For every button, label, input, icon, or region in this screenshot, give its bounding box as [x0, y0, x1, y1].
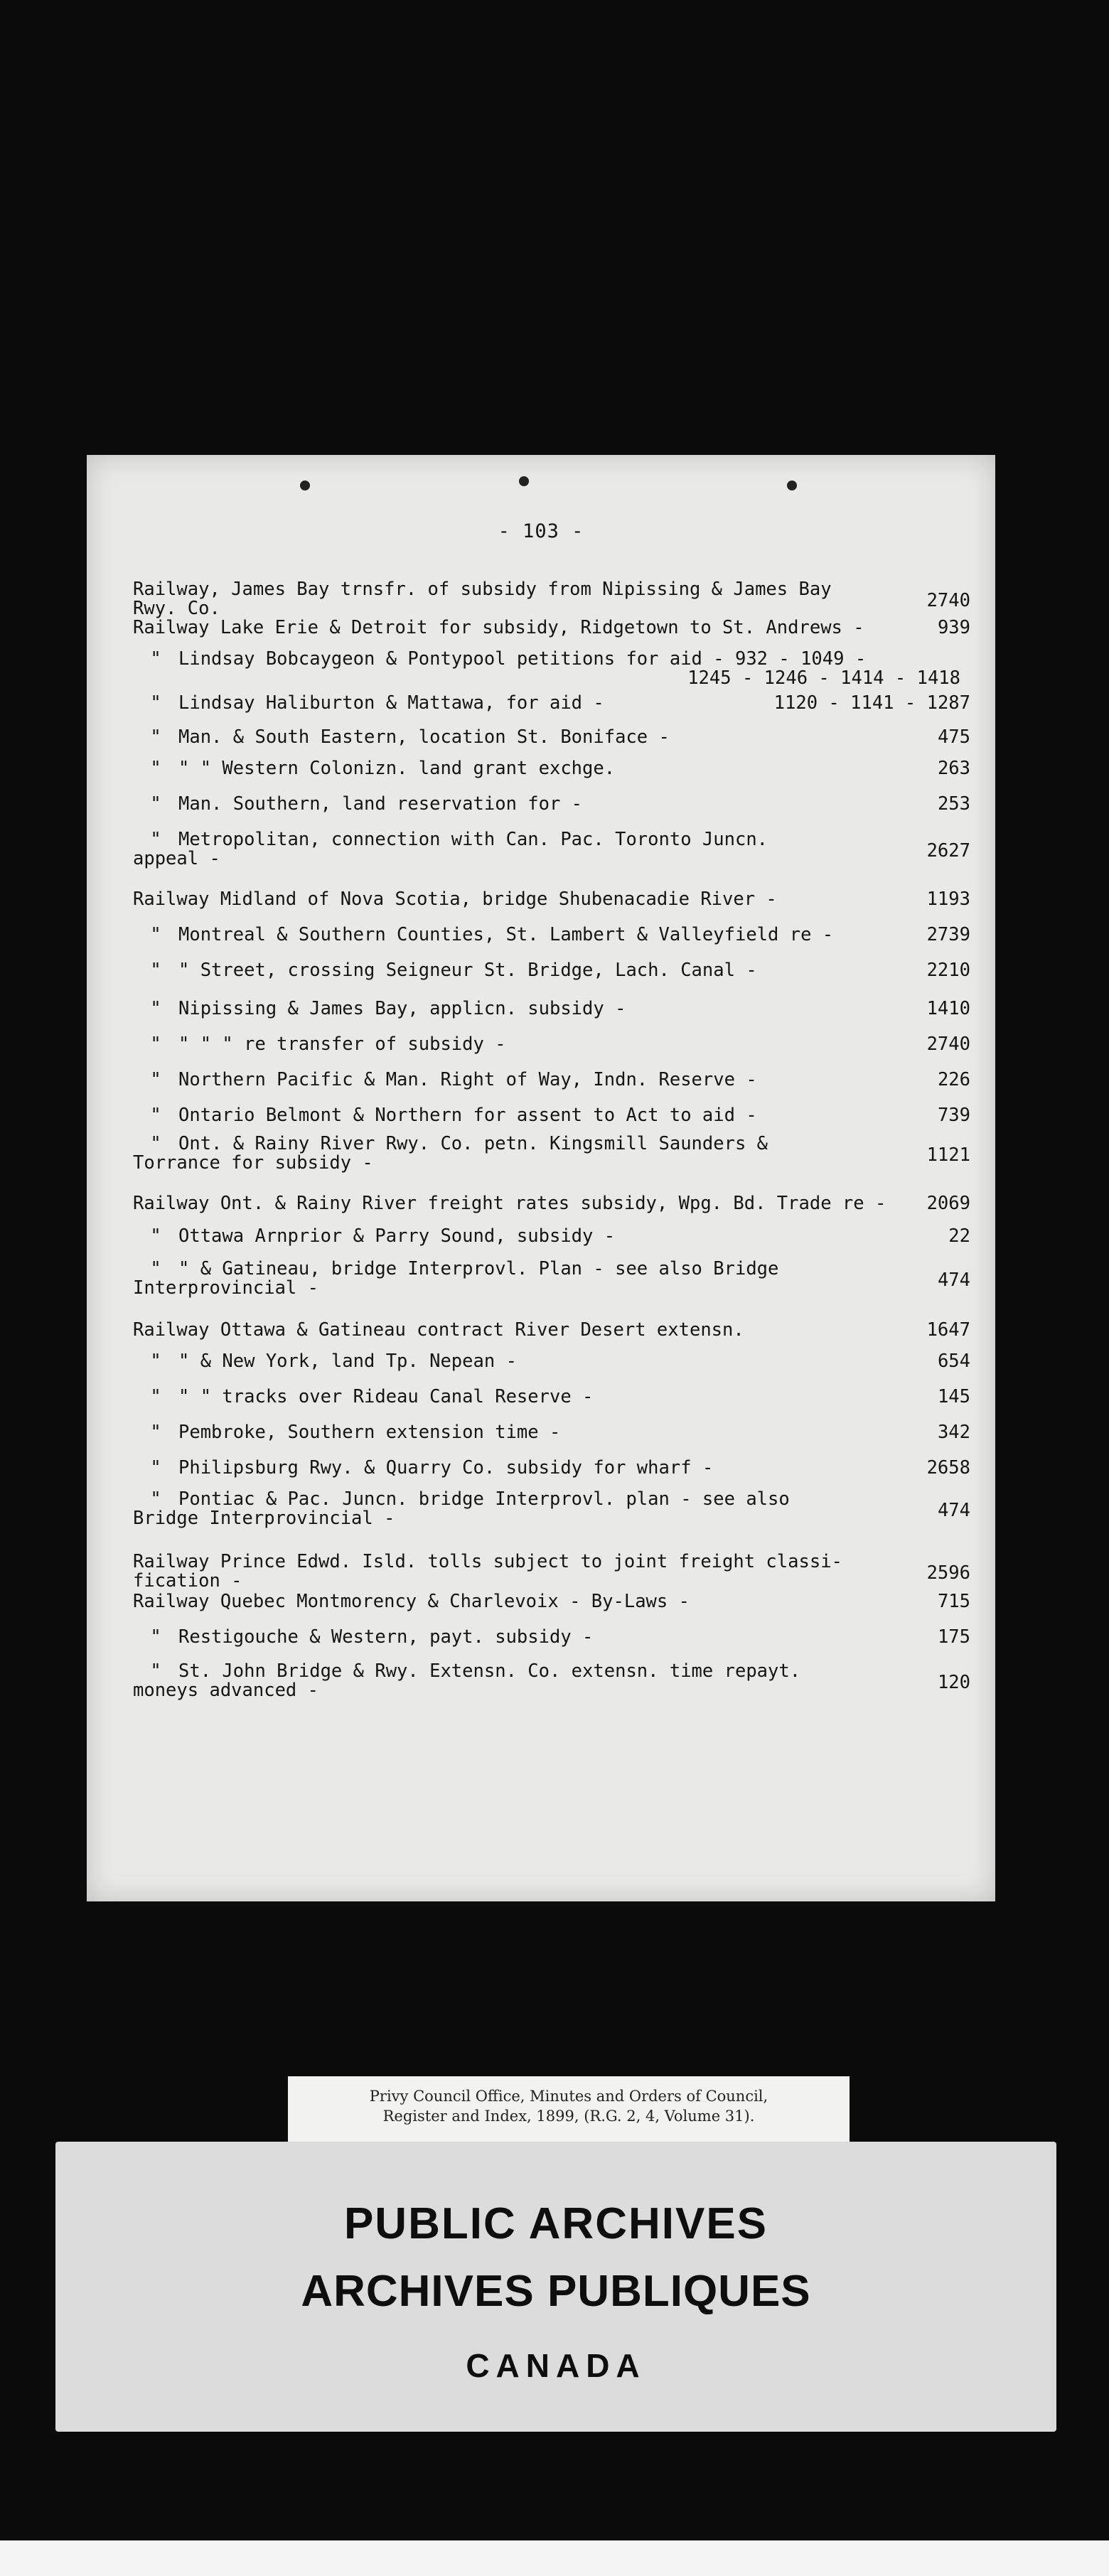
entry-text: Ontario Belmont & Northern for assent to Act to aid -: [178, 1105, 757, 1126]
ditto-mark: ": [150, 1422, 161, 1443]
entry-line: [133, 890, 970, 909]
entry-continuation: fication -: [133, 1570, 242, 1592]
ditto-mark: ": [150, 829, 161, 850]
entry-reference-number: 1121: [926, 1144, 970, 1166]
bottom-strip: [0, 2540, 1109, 2576]
archives-line-3: CANADA: [466, 2347, 646, 2384]
entry-text: Pembroke, Southern extension time -: [178, 1422, 561, 1443]
index-entry: [133, 728, 970, 747]
entry-reference-number: 654: [937, 1351, 970, 1372]
entry-text: Northern Pacific & Man. Right of Way, Indn. Reserve -: [178, 1069, 757, 1090]
entry-reference-number: 475: [937, 726, 970, 748]
entry-line: [133, 1628, 970, 1647]
index-entry: [133, 830, 970, 869]
entry-reference-number: 2739: [926, 924, 970, 945]
entry-reference-number: 145: [937, 1386, 970, 1407]
entry-text: Restigouche & Western, payt. subsidy -: [178, 1626, 594, 1648]
entry-reference-number: 263: [937, 758, 970, 779]
ditto-mark: ": [150, 1457, 161, 1478]
entry-line: [133, 999, 970, 1019]
index-entry: [133, 1423, 970, 1442]
entry-text: Railway Prince Edwd. Isld. tolls subject to joint freight classi-: [133, 1551, 842, 1572]
ditto-mark: ": [150, 1660, 161, 1682]
punch-mark: [519, 476, 529, 486]
entry-text: Ont. & Rainy River Rwy. Co. petn. Kingsmill Saunders &: [178, 1133, 768, 1154]
entry-text: Lindsay Bobcaygeon & Pontypool petitions for aid - 932 - 1049 -: [178, 648, 867, 670]
index-entry: [133, 999, 970, 1019]
index-entry: [133, 1662, 970, 1700]
index-entry: [133, 650, 970, 688]
ditto-mark: ": [150, 793, 161, 815]
entry-continuation: appeal -: [133, 848, 220, 869]
index-entry: [133, 1352, 970, 1371]
index-entry: [133, 795, 970, 814]
index-entry: [133, 1106, 970, 1125]
entry-line: [133, 1194, 970, 1213]
entry-text: Railway Lake Erie & Detroit for subsidy, Ridgetown to St. Andrews -: [133, 617, 864, 638]
ditto-mark: ": [150, 998, 161, 1019]
entry-text: Railway Ont. & Rainy River freight rates subsidy, Wpg. Bd. Trade re -: [133, 1193, 886, 1214]
index-entry: [133, 1490, 970, 1528]
index-entry: [133, 1227, 970, 1246]
entry-text: Railway, James Bay trnsfr. of subsidy from Nipissing & James Bay: [133, 579, 832, 600]
entry-text: Railway Quebec Montmorency & Charlevoix - By-Laws -: [133, 1591, 690, 1612]
entry-line: [133, 1490, 970, 1509]
entry-line: [133, 1227, 970, 1246]
entry-reference-number: 2069: [926, 1193, 970, 1214]
entry-text: Metropolitan, connection with Can. Pac. Toronto Juncn.: [178, 829, 768, 850]
index-entry: [133, 759, 970, 778]
entry-continuation: Rwy. Co.: [133, 598, 220, 619]
archives-stamp: [55, 2142, 1056, 2432]
index-entry: [133, 694, 970, 713]
entry-text: " " " re transfer of subsidy -: [178, 1034, 506, 1055]
punch-mark: [300, 481, 310, 490]
index-entry: [133, 618, 970, 638]
page-number: - 103 -: [498, 520, 584, 542]
entry-reference-number: 939: [937, 617, 970, 638]
entry-line: [133, 759, 970, 778]
entry-text: Philipsburg Rwy. & Quarry Co. subsidy for wharf -: [178, 1457, 714, 1478]
punch-mark: [787, 481, 797, 490]
entry-continuation: Interprovincial -: [133, 1277, 318, 1299]
index-entry: [133, 1260, 970, 1298]
entry-line: [133, 650, 970, 669]
ditto-mark: ": [150, 1626, 161, 1648]
entry-line: [133, 580, 970, 599]
entry-line: [133, 1134, 970, 1154]
ditto-mark: ": [150, 1488, 161, 1510]
entry-line: [133, 1070, 970, 1090]
index-entry: [133, 1321, 970, 1340]
entry-reference-number: 715: [937, 1591, 970, 1612]
entry-text: Man. & South Eastern, location St. Boniface -: [178, 726, 670, 748]
entry-line: [133, 1260, 970, 1279]
entry-reference-number: 1120 - 1141 - 1287: [773, 692, 970, 714]
ditto-mark: ": [150, 648, 161, 670]
entry-line: [133, 618, 970, 638]
entry-line: [133, 1352, 970, 1371]
entry-reference-number: 1193: [926, 889, 970, 910]
entry-reference-number: 2740: [926, 590, 970, 611]
entry-text: Nipissing & James Bay, applicn. subsidy -: [178, 998, 626, 1019]
ditto-mark: ": [150, 924, 161, 945]
entry-reference-number: 2658: [926, 1457, 970, 1478]
ditto-mark: ": [150, 1069, 161, 1090]
entry-line: [133, 1035, 970, 1054]
index-entry: [133, 890, 970, 909]
index-entry: [133, 1388, 970, 1407]
index-entry: [133, 1035, 970, 1054]
ditto-mark: ": [150, 1133, 161, 1154]
entry-text: Railway Midland of Nova Scotia, bridge Shubenacadie River -: [133, 889, 777, 910]
entry-reference-number: 22: [948, 1225, 970, 1247]
entry-text: " " Western Colonizn. land grant exchge.: [178, 758, 616, 779]
entry-text: " Street, crossing Seigneur St. Bridge, Lach. Canal -: [178, 960, 757, 981]
entry-continuation: 1245 - 1246 - 1414 - 1418: [687, 667, 960, 689]
entry-reference-number: 2210: [926, 960, 970, 981]
entry-reference-number: 226: [937, 1069, 970, 1090]
ditto-mark: ": [150, 1225, 161, 1247]
entry-text: " " tracks over Rideau Canal Reserve -: [178, 1386, 594, 1407]
ditto-mark: ": [150, 1258, 161, 1279]
entry-line: [133, 961, 970, 980]
ditto-mark: ": [150, 692, 161, 714]
index-entry: [133, 580, 970, 618]
ditto-mark: ": [150, 1386, 161, 1407]
ditto-mark: ": [150, 1105, 161, 1126]
entry-line: [133, 1106, 970, 1125]
document-page: [87, 455, 995, 1901]
index-entry: [133, 1459, 970, 1478]
entry-line: [133, 1662, 970, 1681]
entry-text: Pontiac & Pac. Juncn. bridge Interprovl. plan - see also: [178, 1488, 790, 1510]
entry-line: [133, 1423, 970, 1442]
entry-reference-number: 739: [937, 1105, 970, 1126]
index-entry: [133, 961, 970, 980]
entry-reference-number: 474: [937, 1500, 970, 1521]
index-entry: [133, 1194, 970, 1213]
entry-reference-number: 253: [937, 793, 970, 815]
entry-reference-number: 2627: [926, 840, 970, 862]
entry-text: Man. Southern, land reservation for -: [178, 793, 583, 815]
entry-line: [133, 795, 970, 814]
entry-text: " & Gatineau, bridge Interprovl. Plan - see also Bridge: [178, 1258, 779, 1279]
entry-text: Ottawa Arnprior & Parry Sound, subsidy -: [178, 1225, 616, 1247]
ditto-mark: ": [150, 1034, 161, 1055]
entry-reference-number: 2740: [926, 1034, 970, 1055]
entry-reference-number: 120: [937, 1672, 970, 1693]
index-entry: [133, 1552, 970, 1591]
archives-line-1: PUBLIC ARCHIVES: [343, 2199, 768, 2248]
entry-continuation: Bridge Interprovincial -: [133, 1508, 395, 1529]
entry-continuation: Torrance for subsidy -: [133, 1152, 373, 1174]
archives-line-2: ARCHIVES PUBLIQUES: [301, 2267, 811, 2316]
entry-text: " & New York, land Tp. Nepean -: [178, 1351, 517, 1372]
entry-reference-number: 1410: [926, 998, 970, 1019]
index-entry: [133, 1070, 970, 1090]
index-entry: [133, 925, 970, 945]
ditto-mark: ": [150, 726, 161, 748]
entry-reference-number: 342: [937, 1422, 970, 1443]
entry-text: Lindsay Haliburton & Mattawa, for aid -: [178, 692, 604, 714]
source-line-2: Register and Index, 1899, (R.G. 2, 4, Volume 31).: [382, 2108, 755, 2125]
entry-line: [133, 1321, 970, 1340]
index-entry: [133, 1134, 970, 1173]
entry-reference-number: 474: [937, 1270, 970, 1291]
index-entry: [133, 1592, 970, 1611]
entry-text: Railway Ottawa & Gatineau contract River Desert extensn.: [133, 1319, 744, 1341]
ditto-mark: ": [150, 1351, 161, 1372]
ditto-mark: ": [150, 960, 161, 981]
entry-text: St. John Bridge & Rwy. Extensn. Co. extensn. time repayt.: [178, 1660, 801, 1682]
entry-text: Montreal & Southern Counties, St. Lambert & Valleyfield re -: [178, 924, 834, 945]
entry-line: [133, 925, 970, 945]
entry-reference-number: 2596: [926, 1562, 970, 1584]
source-line-1: Privy Council Office, Minutes and Orders of Council,: [369, 2088, 768, 2105]
index-entry: [133, 1628, 970, 1647]
entry-line: [133, 1592, 970, 1611]
entry-continuation: moneys advanced -: [133, 1680, 318, 1701]
source-label: [288, 2076, 850, 2142]
entry-reference-number: 1647: [926, 1319, 970, 1341]
entry-line: [133, 1552, 970, 1572]
entry-line: [133, 830, 970, 849]
ditto-mark: ": [150, 758, 161, 779]
entry-line: [133, 1388, 970, 1407]
entry-line: [133, 728, 970, 747]
entry-reference-number: 175: [937, 1626, 970, 1648]
entry-line: [133, 1459, 970, 1478]
